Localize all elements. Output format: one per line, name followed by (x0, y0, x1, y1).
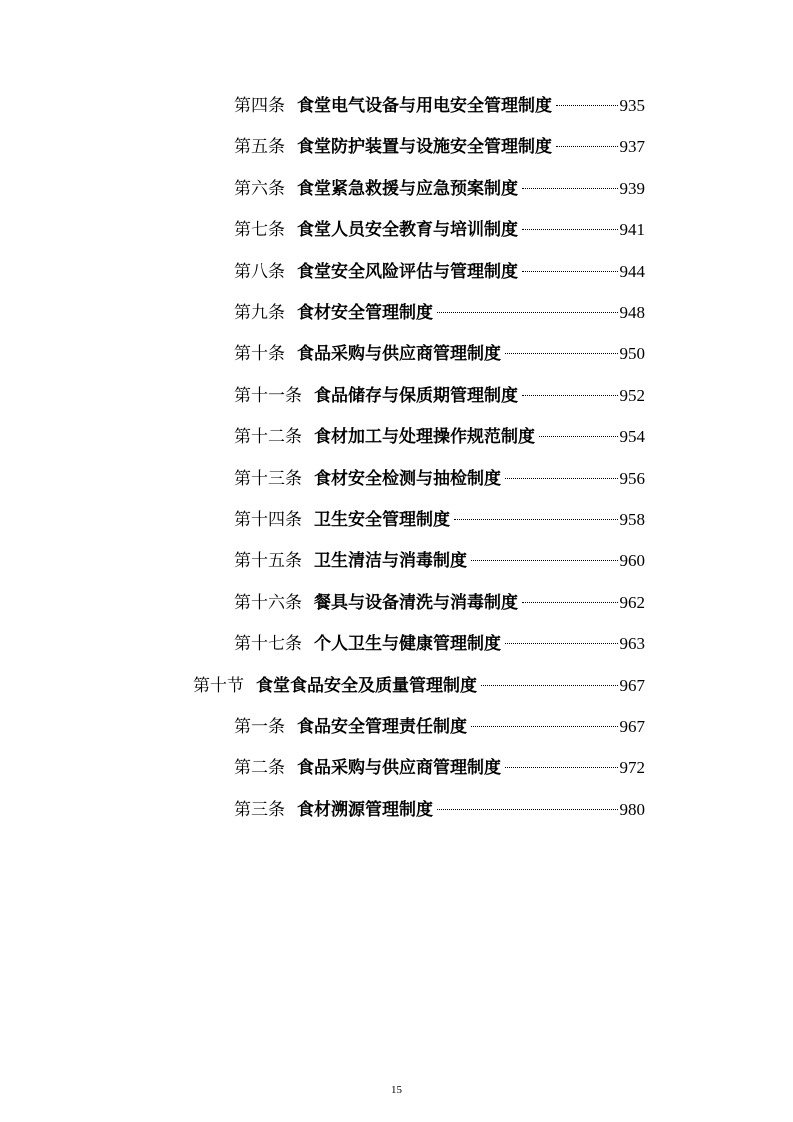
toc-entry[interactable] (0, 338, 645, 370)
toc-entry-page: 948 (619, 303, 645, 322)
toc-entry[interactable] (0, 711, 645, 743)
toc-entry-label: 第十节 (193, 675, 244, 696)
toc-entry-title: 卫生清洁与消毒制度 (314, 551, 467, 572)
toc-entry[interactable] (0, 380, 645, 412)
toc-entry-label: 第十五条 (234, 551, 302, 572)
toc-entry[interactable] (0, 131, 645, 163)
dot-leader (471, 726, 618, 727)
toc-entry-label: 第十四条 (234, 510, 302, 530)
toc-entry[interactable] (0, 504, 645, 536)
toc-entry-page: 967 (619, 675, 645, 695)
toc-entry[interactable] (0, 752, 645, 784)
toc-entry-page: 944 (619, 261, 645, 281)
dot-leader (556, 146, 618, 147)
toc-entry-label: 第十二条 (234, 427, 302, 448)
toc-entry-page: 950 (619, 344, 645, 364)
toc-entry-label: 第一条 (234, 717, 285, 737)
toc-entry-page: 980 (619, 799, 645, 819)
toc-entry-title: 食品采购与供应商管理制度 (297, 344, 501, 365)
toc-entry-page: 952 (619, 385, 645, 405)
toc-entry-title: 食材安全检测与抽检制度 (314, 468, 501, 489)
dot-leader (522, 188, 618, 189)
dot-leader (505, 767, 618, 768)
toc-section-entry[interactable] (0, 670, 645, 702)
toc-entry[interactable] (0, 90, 645, 122)
dot-leader (437, 312, 618, 313)
toc-entry-label: 第九条 (234, 303, 285, 323)
toc-entry-label: 第三条 (234, 799, 285, 820)
toc-entry[interactable] (0, 545, 645, 577)
toc-entry-label: 第二条 (234, 758, 285, 779)
toc-entry-label: 第十三条 (234, 468, 302, 489)
toc-entry-label: 第五条 (234, 137, 285, 158)
toc-entry[interactable] (0, 587, 645, 619)
page-number: 15 (391, 1084, 402, 1096)
toc-entry-title: 食品安全管理责任制度 (297, 717, 467, 737)
toc-entry-label: 第十六条 (234, 592, 302, 613)
toc-entry-title: 食材加工与处理操作规范制度 (314, 427, 535, 448)
toc-entry-title: 食堂人员安全教育与培训制度 (297, 220, 518, 241)
toc-entry-title: 餐具与设备清洗与消毒制度 (314, 592, 518, 613)
toc-entry-title: 食堂紧急救援与应急预案制度 (297, 178, 518, 199)
toc-entry[interactable] (0, 214, 645, 246)
toc-entry[interactable] (0, 628, 645, 660)
dot-leader (505, 643, 618, 644)
toc-entry-page: 956 (619, 468, 645, 488)
toc-entry-page: 963 (619, 634, 645, 654)
toc-entry-page: 935 (619, 96, 645, 115)
toc-entry-title: 食材安全管理制度 (297, 303, 433, 323)
dot-leader (522, 602, 618, 603)
dot-leader (522, 229, 618, 230)
dot-leader (505, 478, 618, 479)
dot-leader (522, 395, 618, 396)
toc-entry-title: 食材溯源管理制度 (297, 799, 433, 820)
toc-entry-label: 第十七条 (234, 634, 302, 655)
dot-leader (481, 685, 618, 686)
dot-leader (556, 105, 618, 106)
dot-leader (454, 519, 618, 520)
toc-entry-title: 个人卫生与健康管理制度 (314, 634, 501, 655)
toc-entry-label: 第八条 (234, 261, 285, 282)
toc-entry-label: 第四条 (234, 96, 285, 116)
toc-entry-page: 939 (619, 178, 645, 198)
toc-entry[interactable] (0, 297, 645, 329)
toc-entry[interactable] (0, 256, 645, 288)
toc-entry-label: 第六条 (234, 178, 285, 199)
toc-entry-page: 937 (619, 137, 645, 157)
toc-entry-label: 第七条 (234, 220, 285, 241)
toc-entry-page: 962 (619, 592, 645, 612)
toc-entry-label: 第十条 (234, 344, 285, 365)
toc-entry-title: 食堂防护装置与设施安全管理制度 (297, 137, 552, 158)
toc-entry-title: 食品储存与保质期管理制度 (314, 385, 518, 406)
toc-entry-title: 食堂食品安全及质量管理制度 (256, 675, 477, 696)
dot-leader (539, 436, 618, 437)
toc-entry-page: 941 (619, 220, 645, 240)
toc-entry-page: 954 (619, 427, 645, 447)
toc-entry[interactable] (0, 421, 645, 453)
toc-entry[interactable] (0, 173, 645, 205)
toc-entry-page: 958 (619, 510, 645, 529)
dot-leader (471, 560, 618, 561)
dot-leader (505, 353, 618, 354)
toc-entry-title: 食品采购与供应商管理制度 (297, 758, 501, 779)
toc-entry-page: 972 (619, 758, 645, 778)
dot-leader (437, 809, 618, 810)
toc-entry-label: 第十一条 (234, 385, 302, 406)
toc-entry[interactable] (0, 794, 645, 826)
toc-entry-title: 食堂电气设备与用电安全管理制度 (297, 96, 552, 116)
toc-entry-page: 967 (619, 717, 645, 736)
toc-entry-title: 食堂安全风险评估与管理制度 (297, 261, 518, 282)
toc-entry-page: 960 (619, 551, 645, 571)
toc-entry[interactable] (0, 463, 645, 495)
dot-leader (522, 271, 618, 272)
toc-entry-title: 卫生安全管理制度 (314, 510, 450, 530)
